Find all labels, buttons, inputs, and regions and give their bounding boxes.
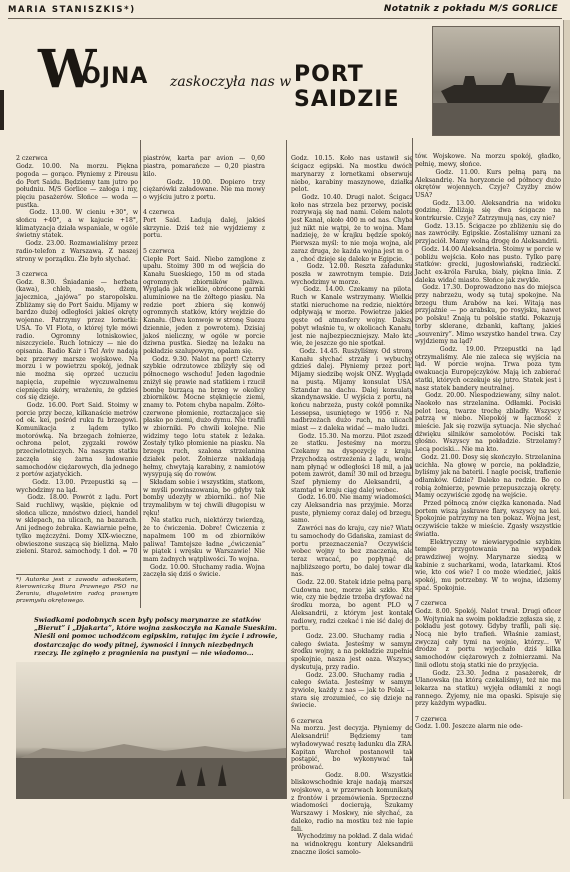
desert-ground	[16, 758, 286, 799]
column-2-text: piastrów, karta par avion — 0,60 piastra, pomarańcze — 0,20 piastra kilo. Godz. 19.00. Dopiero trzy ciężarówki załadowane. Nie ma mowy o wyjściu jutro z portu. 4 czerwca Port Said. Ładują dalej, jakieś skrzynie. Dziś też nie wyjdziemy z portu. 5 czerwca Ciepłe Port Said. Niebo zamglone z upału. Stoimy 300 m od wejścia do Kanału Sueskiego, 150 m od stada ogromnych zbiorników paliwa. Wygląda jak wielkie, obrócone garnki aluminiowe na tle żółtego piasku. Na redzie port zbiera się konwój ogromnych statków, który wejdzie do Kanału. (Dwa konwoje w stronę Suezu dziennie, jeden z powrotem). Dzisiaj jakoś nieliczny, w ogóle w porcie dziwna pustka. Siedzę na leżaku na pokładzie szalupowym, opalam się. Godz. 9.30. Nalot na port! Czterry szybkie odrzutowce zbliżyły się od północnego wschodu! Jeden łagodnie zniżył się prawie nad statkiem i rzucił bombę burzącą na brzeg w okolicy zbiorników. Mocne stęknięcie ziemi, znamy to. Potem chyba napalm. Żółto-czerwone płomienie, roztaczające się płasko po ziemi, dużo dymu. Nie trafili w zbiorniki. Po chwili kolejne. Nie widzimy tego lotu statek z leżaka. Zostały tylko płomienie na piasku. Na brzegu ruch, szalona strzelanina działek pelot. Żołnierze nakładają hełmy, chwytają karabiny, z namiotów wysypują się do rowów. Składam sobie i wszystkim, statkom, w myśli powinszowania, bo gdyby tak bomby udezyły w zbiorniki.. no! Nie trzymalibym w tej chwili długopisu w ręku! Na statku ruch, niektórzy twierdzą, że to ćwiczenia. Dobre! Ćwiczenia z napalmem 100 m od zbiorników paliwa! Tamtejsze ładne „ćwiczenia” w piątek i wręsku w Warszawie! Nie mam żadnych wątpliwości. To wojna. Godz. 10.00. Słuchamy radia. Wojna zaczęła się dziś o świcie.	[143, 155, 266, 579]
title-initial: W	[38, 39, 97, 100]
column-divider	[412, 138, 413, 799]
column-4-text: tów. Wojskowe. Na morzu spokój, gładko, pełnię, mewy, słońce. Godz. 11.00. Kurs pełną parą na Aleksandrię. Na horyzoncie od północy dużo okrętów wojennych. Czyje? Czyżby znów USA? Godz. 13.00. Aleksandria na widoku godzinę. Zbliżają się dwa ścigacze na kontrkursie. Czyje? Zatrzymują nas, czy nie? Godz. 13.15. Ścigacze po zbliżeniu się do nas zawróciły. Egipskie. Zostaliśmy uznani za przyjaciół. Mamy wolną drogę do Aleksandrii. Godz. 14.00 Aleksandria. Stoimy w porcie w pobliżu wejścia. Koło nas pusto. Tylko parę statków: grecki, jugosłowiański, radziecki. Jacht ex-króla Faruka, biały, piękna linia. Z daleka widać miasto. Słońce jak zwykle. Godz. 17.30. Doprowadzono nas do miejsca przy nabrzeżu, wody są tutaj spokojne. Na brzegu tłum Arabów na kei. Witają nas przyjaźnie — po arabsku, po rosyjsku, nawet po polsku! Znają tu polskie statki. Pokazują torby sklerane, dzbanki, kaftany, jakieś „souveniry”. Mimo wszystko handel trwa. Czy wyjdziemy na ląd? Godz. 19.00. Przepustki na ląd otrzymaliśmy. Ale nie zaleca się wyjścia na ląd. W porcie wojna. Trwa poza tym ewakuacja Europejczyków. Mają ich zabierać statki, których oczekuje się jutro. Statek jest i nasz statek bandery neutralnej. Godz. 20.00. Niespodziewany, silny nalot. Naokoło nas strzelanina. Odłamki. Pociski pelot lecą, twarze trochę zbladły. Wszyscy patrzą w niebo. Niepokój w łączność z mieście. Jak się rozwija sytuacja. Nie słychać dźwięku silników samolotów. Pociski tak głośno. Wszyscy na pokładzie. Strzelamy? Lecą pociski... Nie ma kto. Godz. 21.00. Dosy się skończyło. Strzelanina ucichła. Na głowę w porcie, na pokładzie, byliśmy jak na baterii. I nagle pocisk, trafienie odłamków. Gdzie? Daleko na redzie. Bo co robią żołnierze, pewnie przepuszczają okręty. Mamy oczywiście zgodę na wejście. Przed północą znów ciężka kanonada. Nad portem wiszą jaskrawe flary, wszyscy na kei. Spokojnie patrzymy na ten pokaz. Wojna jest, oczywiście także w mieście. Zgasły wszystkie światła. Elektryczny w niewiarygodnie szybkim tempie przygotowania na wypadek prawdziwej wojny. Marynarze siedzą w kabinie z sucharkami, woda, latarkami. Ktoś wie, kto coś wie? I co może wiedzieć, jakiś spokój, mu potrzebny. W to wojna, idziemy spać. Spokojnie. 7 czerwca Godz. 8.00. Spokój. Nalot trwał. Drugi oficer p. Wojtyniak na swoim pokładzie zgłasza się, z pokładu jest gotowy. Gdyby trafili, pali się. Nocą nie było trafień. Właśnie zamiast, zwyczaj cały tymi na wojnie, którzy... W drodze z portu wyjechało dziś kilka samochodów ciężarowych z żołnierzami. Na linii odlotu stoją statki nie do przyjęcia. Godz. 23.30. Jedna z pasażerek, dr Ulanowska (na którą czekaliśmy), też nie ma lekarza na statku) wyjęła odłamki z nogi rannego. Żyjemy, nie ma opaski. Spisuje się przy każdym wypadku. 7 czerwca Godz. 1.00. Jeszcze alarm nie ode-	[415, 153, 561, 731]
title-place: PORT SAIDZIE	[294, 62, 400, 112]
article-column-4	[415, 138, 561, 800]
page-binding-strip	[563, 20, 570, 799]
title-word: OJNA	[82, 64, 149, 89]
photo-caption: Swiadkami podobnych scen były polscy marynarze ze statków „Bierut” i „Djakarta”, które wojna zaskoczyła na Kanale Sueskim. Nieśli oni pomoc uchodźcom egipskim, ratując im życie i zdrowie, dostarczając do wody pitnej, żywności i innych niezbędnych rzeczy. Ile zginęło z pragnienia na pustyni — nie wiadomo...	[34, 616, 280, 657]
article-column-1	[16, 140, 138, 608]
column-1-text: 2 czerwca Godz. 10.00. Na morzu. Piękna pogoda — gorąco. Płyniemy z Pireusu do Port Saidu. Będziemy tam jutro po południu. M/S Gorlice — załoga i my, pięciu pasażerów. Słońce — woda — pustka. Godz. 13.00. W cieniu +30°, w słońcu +40°, a w kajucie +18°, klimatyzacja działa wspaniale, w ogóle świetny statek. Godz. 23.00. Rozmawialiśmy przez radio-telefon z Warszawą. Z naszej strony w porządku. Źle było słychać. 3 czerwca Godz. 8.30. Śniadanie — herbata (kawa), chleb, masło, dżem, jajecznica, „jajówa” po staropolsku. Zbliżamy się do Port Saidu. Mijamy w bardzo dużej odległości jakieś okręty wojenne. Patrzymy przez lornetki: USA. To VI Flota, o której tyle mówi radio. Ogromny lotniskowiec, niszczyciele. Ruch lotniczy — nie do opisania. Radio Kair i Tel Aviv nadają bez przerwy marsze wojskowe. Na morzu i w powietrzu spokój, jednak nie można się oprzeć uczuciu napięcia, zupełnie wyczuwalnemu ciepnięciu skóry, wrażeniu, że gdzieś coś się dzieje. Godz. 16.00. Port Said. Stoimy w porcie przy becze, kilkanaście metrów od ok. kei, pośród ruku fu brzegowi. Komunikacja z lądem tylko motorówką. Na brzegach żołnierze, ochrona pelot, zygzaki rowów przeciwlotniczych. Na naszym statku zaczęła się żarna ładowanie samochodów ciężarowych, dla jednego z portów azjatyckich. Godz. 13.00. Przepustki są — wychodzimy na ląd. Godz. 18.00. Powrót z lądu. Port Said ruchliwy, wąskie, pięknie od słońca ulicze, mnóstwo dzieci, handel w sklepach, na ulicach, na bazarach. Ani jednego żebraka. Kawiarnie pełne, tylko mężczyźni. Domy XIX-wieczne, obwieszone suszącą się bielizną. Mało zieleni. Staroż. samochody. 1 doł. = 70	[16, 155, 139, 556]
title-middle: zaskoczyła nas w	[170, 74, 292, 90]
page-header	[8, 4, 562, 19]
column-3-text: Godz. 10.15. Koło nas ustawił się ścigacz egipski. Na mostku dwóch marynarzy z lornetkami obserwuje niebo, karabiny maszynowe, działka pelot. Godz. 10.40. Drugi nalot. Ścigacz koło nas strzela bez przerwy, pociski rozrywają się nad nami. Celem nalotu jest Kanał, około 400 m od nas. Chyba już nikt nie wątpi, że to wojna. Mam nadzieję, że w krajku będzie spokój. Pierwsza myśl: to nie moja wojna, ale zaraz druga, że każda wojna jest m o j a , choć dzieje się daleko w Egipcie. Godz. 12.00. Reszta załadunku poszła w zawrotnym tempie. Dziś wychodzimy w morze. Godz. 14.00. Czekamy na pilota. Ruch w Kanale wstrzymany. Wielkie statki nieruchome na redzie, niektóre odpływają w morze. Powietrze jakieś gęste od atmosfery wojny. Dalszy pobyt właśnie tu, w okolicach Kanału, jest nie najbezpieczniejszy. Mało kto wie, że jeszcze go nie spotkał. Godz. 14.45. Rusżyliśmy. Od strony Kanału słychać strzały i wybuchy, gdzieś dalej. Płyniemy przez port. Mijamy siedzibę wojsk ONZ. Wygląda na pustą. Mijamy konsulat USA. Sztandar na dachu. Dalej konsulaty skandynawskie. U wyjścia z portu, na końcu nabrzeża, pusty cokół pomnika Lessepsa, usuniętego w 1956 r. Na nadbrzeżach dużo ruch, na ulicach miast — z daleka widać — mało ludzi. Godz. 15.30. Na morzu. Pilot zszedł ze statku. Jesteśmy na morzu. Czekamy na dyspozycję z kraju. Przychodzą ostrzeżenia z lądu, wolno nam płynąć w odległości 18 mil, a jak potem zawrót, dami! 30 mil od brzegu. Szef płyniemy do Aleksandrii, a stamtąd w kraju ciąg dalej wobec. Godz. 16.00. Nie mamy wiadomości, czy Aleksandria nas przyjmie. Morze puste, płyniemy coraz dalej od brzegu, samo. Zawróci nas do kraju, czy nie? Wiatr tu samochody do Gdańska, zamiast do portu przeznaczenia? Oczywiście wobec wojny to bez znaczenia, ale teraz wracać, po popłynąć do najbliższego portu, bo dalej towar dla nas. Godz. 22.00. Statek idzie pełną parą. Cudowna noc, morze jak szkło. Kto wie, czy nie będzie trzeba dryfować na środku morza, bo agent PLO w Aleksandrii, z którym jest kontakt radiowy, radzi czekać i nie iść dalej do portu. Godz. 23.00. Słuchamy radia z całego świata. Jesteśmy w samym środku wojny, a na pokładzie zupełnie spokojnie, nasza jest oaza. Wszyscy dyskutują, przy radio. Godz. 23.00. Słuchamy radia z całego świata. Jesteśmy w samym żywiole, każdy z nas — jak to Polak — stara się zrozumieć, co się dzieje na świecie. 6 czerwca Na morzu. Jest decyzja. Płyniemy do Aleksandrii! Będziemy tam wyładowywać resztę ładunku dla ZRA. Kapitan Warchoł postanowił tak postąpić, bo wykonywać tak próbować. Godz. 8.00. Wszystkie bliskowschodnie kraje nadają marsze wojskowe, a w przerwach komunikaty z frontów i przemówienia. Sprzeczne wiadomości docierają, Szukamy Warszawy i Moskwy, nie słychać, za daleko, radio na mostku też nie łapie fali. Wychodzimy na pokład. Z dala widać na widnokręgu kontury Aleksandrii znaczne ilości samolo-	[291, 155, 414, 856]
author-name: MARIA STANISZKIS*)	[8, 5, 136, 15]
article-title	[38, 24, 428, 134]
horizon-hills	[16, 740, 286, 760]
column-divider	[286, 140, 287, 799]
desert-photo	[16, 662, 286, 799]
article-column-3	[291, 140, 414, 856]
ship-photo	[432, 26, 560, 136]
author-footnote: *) Autorka jest z zawodu adwokatem, kierowniczką Biura Prawnego PSO na Żeraniu, długoletnim radcą prawnym przemysłu okrętowego.	[16, 574, 138, 605]
column-divider	[140, 140, 141, 608]
page-edge-mark	[0, 90, 4, 130]
article-column-2	[143, 140, 265, 608]
series-title: Notatnik z pokładu M/S GORLICE	[383, 4, 558, 14]
ship-silhouette	[441, 73, 551, 103]
sea-area	[433, 103, 559, 135]
